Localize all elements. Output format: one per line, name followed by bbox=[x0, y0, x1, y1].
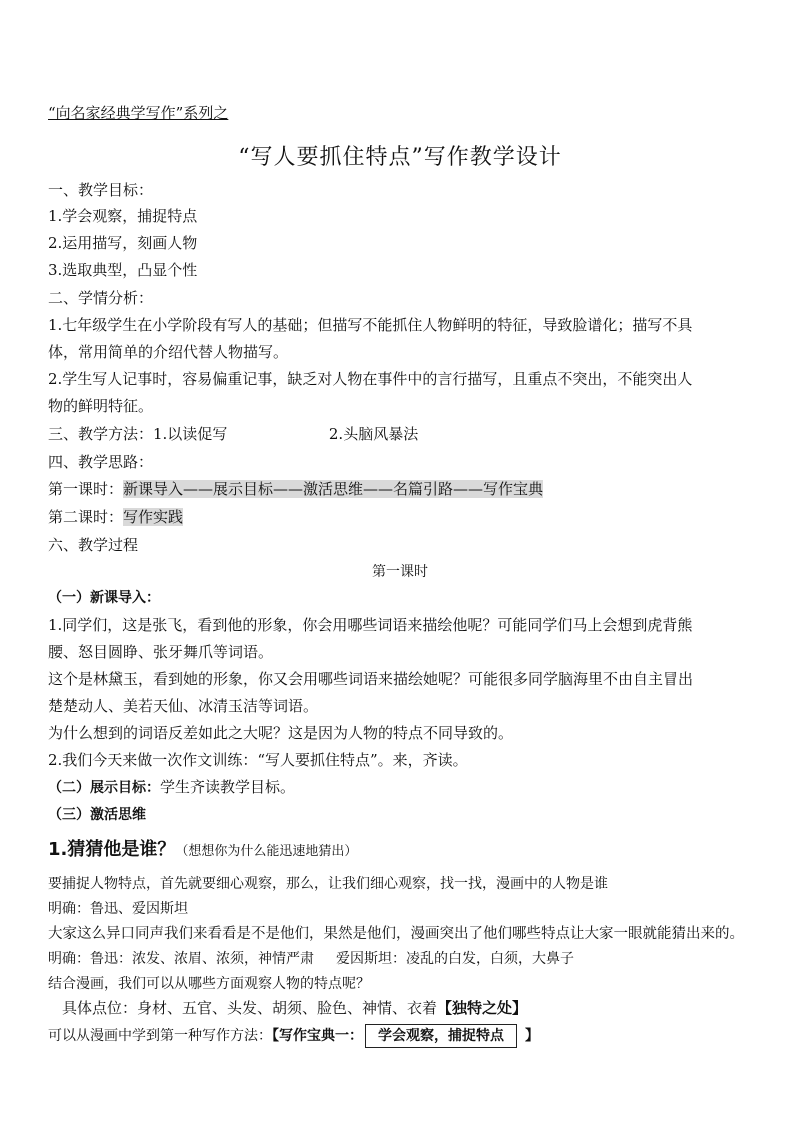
part-goals-text: 学生齐读教学目标。 bbox=[160, 778, 296, 796]
intro-paragraph: 腰、怒目圆睁、张牙舞爪等词语。 bbox=[48, 643, 274, 661]
activate-paragraph: 大家这么异口同声我们来看看是不是他们，果然是他们，漫画突出了他们哪些特点让大家一眼就能猜出来的。 bbox=[48, 926, 744, 942]
intro-paragraph: 这个是林黛玉，看到她的形象，你又会用哪些词语来描绘她呢？可能很多同学脑海里不由自主冒出 bbox=[48, 670, 694, 688]
method-one-box: 学会观察，捕捉特点 bbox=[365, 1024, 517, 1048]
goal-item: 1.学会观察，捕捉特点 bbox=[48, 207, 198, 225]
approach-lesson-two bbox=[48, 507, 183, 527]
answer-einstein: 爱因斯坦：凌乱的白发，白须，大鼻子 bbox=[336, 951, 574, 967]
activate-paragraph: 明确：鲁迅、爱因斯坦 bbox=[48, 901, 188, 917]
intro-paragraph: 楚楚动人、美若天仙、冰清玉洁等词语。 bbox=[48, 697, 319, 715]
lesson-title: 第一课时 bbox=[372, 564, 428, 580]
section-heading-analysis: 二、学情分析： bbox=[48, 289, 154, 307]
part-goals-line bbox=[48, 777, 295, 798]
page-title: “写人要抓住特点”写作教学设计 bbox=[238, 145, 562, 170]
section-heading-process: 六、教学过程 bbox=[48, 536, 139, 554]
analysis-paragraph: 2.学生写人记事时，容易偏重记事，缺乏对人物在事件中的言行描写，且重点不突出，不能突出人 bbox=[48, 370, 693, 388]
approach-lesson-one bbox=[48, 479, 543, 499]
intro-paragraph: 为什么想到的词语反差如此之大呢？这是因为人物的特点不同导致的。 bbox=[48, 724, 514, 742]
approach-prefix: 第一课时： bbox=[48, 480, 124, 498]
section-heading-approach: 四、教学思路： bbox=[48, 453, 154, 471]
intro-paragraph: 2.我们今天来做一次作文训练：“写人要抓住特点”。来，齐读。 bbox=[48, 751, 468, 769]
part-heading-activate: （三）激活思维 bbox=[48, 807, 146, 823]
intro-paragraph: 1.同学们，这是张飞，看到他的形象，你会用哪些词语来描绘他呢？可能同学们马上会想到虎背熊 bbox=[48, 616, 693, 634]
goal-item: 2.运用描写，刻画人物 bbox=[48, 234, 198, 252]
method-one-line bbox=[48, 1024, 539, 1048]
analysis-paragraph: 1.七年级学生在小学阶段有写人的基础；但描写不能抓住人物鲜明的特征，导致脸谱化；描写不具 bbox=[48, 316, 693, 334]
method-two: 2.头脑风暴法 bbox=[328, 425, 419, 443]
guess-heading-line bbox=[48, 838, 357, 862]
activate-paragraph: 结合漫画，我们可以从哪些方面观察人物的特点呢？ bbox=[48, 976, 370, 992]
answer-luxun: 明确：鲁迅：浓发、浓眉、浓须，神情严肃 bbox=[48, 951, 314, 967]
guess-title: 1.猜猜他是谁？ bbox=[48, 839, 176, 860]
section-heading-goals: 一、教学目标： bbox=[48, 181, 154, 199]
guess-note: （想想你为什么能迅速地猜出） bbox=[175, 844, 358, 859]
observation-points: 具体点位：身材、五官、头发、胡须、脸色、神情、衣着 bbox=[62, 999, 438, 1017]
analysis-paragraph: 物的鲜明特征。 bbox=[48, 397, 154, 415]
method-one-tag-end: 】 bbox=[525, 1028, 539, 1044]
series-title: “向名家经典学写作”系列之 bbox=[48, 104, 229, 122]
unique-tag: 【独特之处】 bbox=[437, 999, 528, 1017]
methods-label: 三、教学方法：1.以读促写 bbox=[48, 425, 228, 443]
approach-prefix: 第二课时： bbox=[48, 508, 124, 526]
method-one-tag: 【写作宝典一： bbox=[272, 1028, 363, 1044]
analysis-paragraph: 体，常用简单的介绍代替人物描写。 bbox=[48, 343, 289, 361]
part-heading-intro: （一）新课导入： bbox=[48, 590, 160, 606]
approach-content-highlight: 写作实践 bbox=[123, 508, 184, 526]
method-one-text: 可以从漫画中学到第一种写作方法： bbox=[48, 1028, 272, 1044]
part-heading-goals: （二）展示目标： bbox=[48, 780, 160, 796]
activate-answer-line bbox=[48, 949, 574, 969]
approach-content-highlight: 新课导入——展示目标——激活思维——名篇引路——写作宝典 bbox=[123, 480, 544, 498]
observation-points-line bbox=[62, 998, 527, 1018]
methods-line bbox=[48, 424, 418, 444]
activate-paragraph: 要捕捉人物特点，首先就要细心观察，那么，让我们细心观察，找一找，漫画中的人物是谁 bbox=[48, 876, 608, 892]
goal-item: 3.选取典型，凸显个性 bbox=[48, 261, 198, 279]
